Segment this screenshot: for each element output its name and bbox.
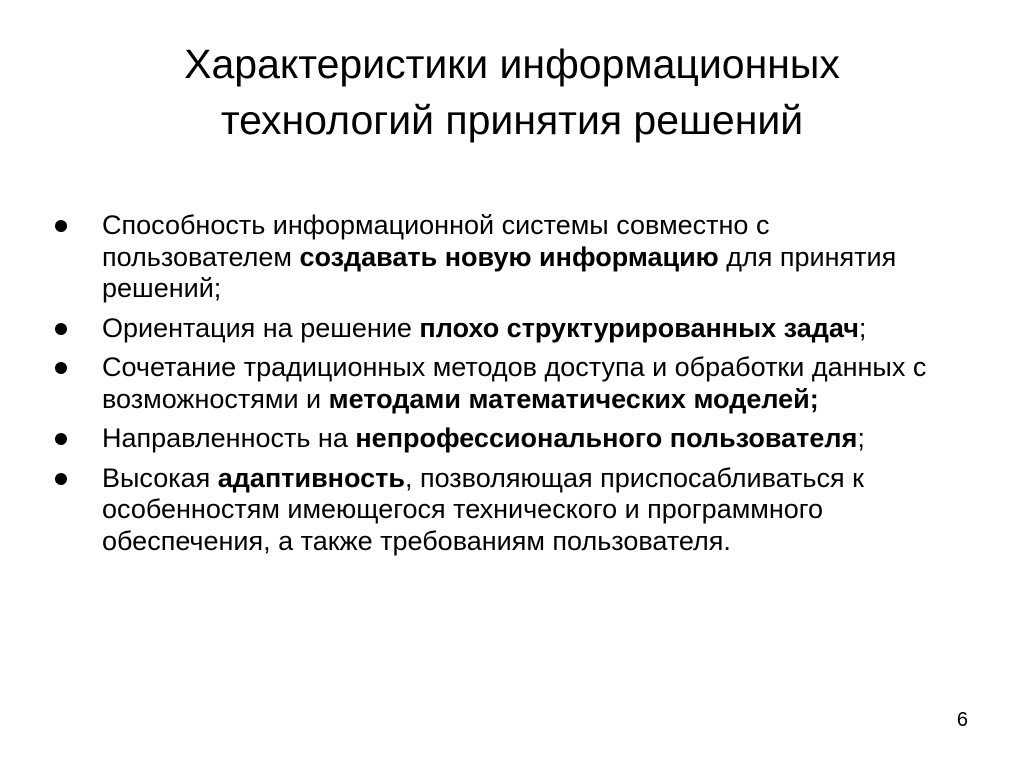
bullet-dot-icon — [55, 473, 67, 485]
bullet-dot-icon — [55, 323, 67, 335]
slide-title — [0, 36, 1024, 148]
bullet-text — [102, 352, 926, 414]
bullet-text-plain: , позволяющая приспосабливаться к особенностям имеющегося технического и программного обеспечения, а также требованиям пользователя. — [102, 462, 864, 556]
bullet-text-plain: Ориентация на решение — [102, 312, 420, 343]
bullet-item-math-models — [52, 352, 952, 415]
bullet-text — [102, 210, 896, 303]
title-line-2: технологий принятия решений — [220, 97, 804, 143]
bullet-text-plain: для принятия решений; — [102, 241, 897, 303]
bullet-text-bold: адаптивность — [217, 462, 405, 493]
bullet-text-plain: Направленность на — [102, 423, 356, 453]
bullet-dot-icon — [55, 362, 67, 374]
bullet-text-plain: Высокая — [102, 462, 218, 493]
bullet-text — [102, 463, 864, 556]
bullet-text — [102, 423, 865, 453]
bullet-text-bold: непрофессионального пользователя — [355, 423, 858, 453]
bullet-item-adaptivity — [52, 463, 952, 558]
bullet-text-bold: методами математических моделей; — [328, 383, 819, 414]
bullet-item-create-info — [52, 210, 952, 305]
page-number: 6 — [956, 709, 968, 731]
bullet-item-ill-structured — [52, 313, 952, 345]
bullet-text-plain: ; — [858, 312, 867, 343]
bullet-dot-icon — [55, 220, 67, 232]
bullet-list — [52, 210, 952, 565]
bullet-text-bold: плохо структурированных задач — [419, 312, 859, 343]
bullet-text — [102, 313, 866, 343]
bullet-dot-icon — [55, 433, 67, 445]
bullet-text-plain: Способность информационной системы совместно с пользователем — [102, 210, 770, 272]
title-line-1: Характеристики информационных — [184, 41, 840, 87]
bullet-text-plain: ; — [857, 423, 865, 453]
bullet-text-plain: Сочетание традиционных методов доступа и обработки данных с возможностями и — [102, 352, 927, 414]
bullet-item-nonprofessional-user — [52, 423, 952, 455]
bullet-text-bold: создавать новую информацию — [299, 241, 719, 272]
